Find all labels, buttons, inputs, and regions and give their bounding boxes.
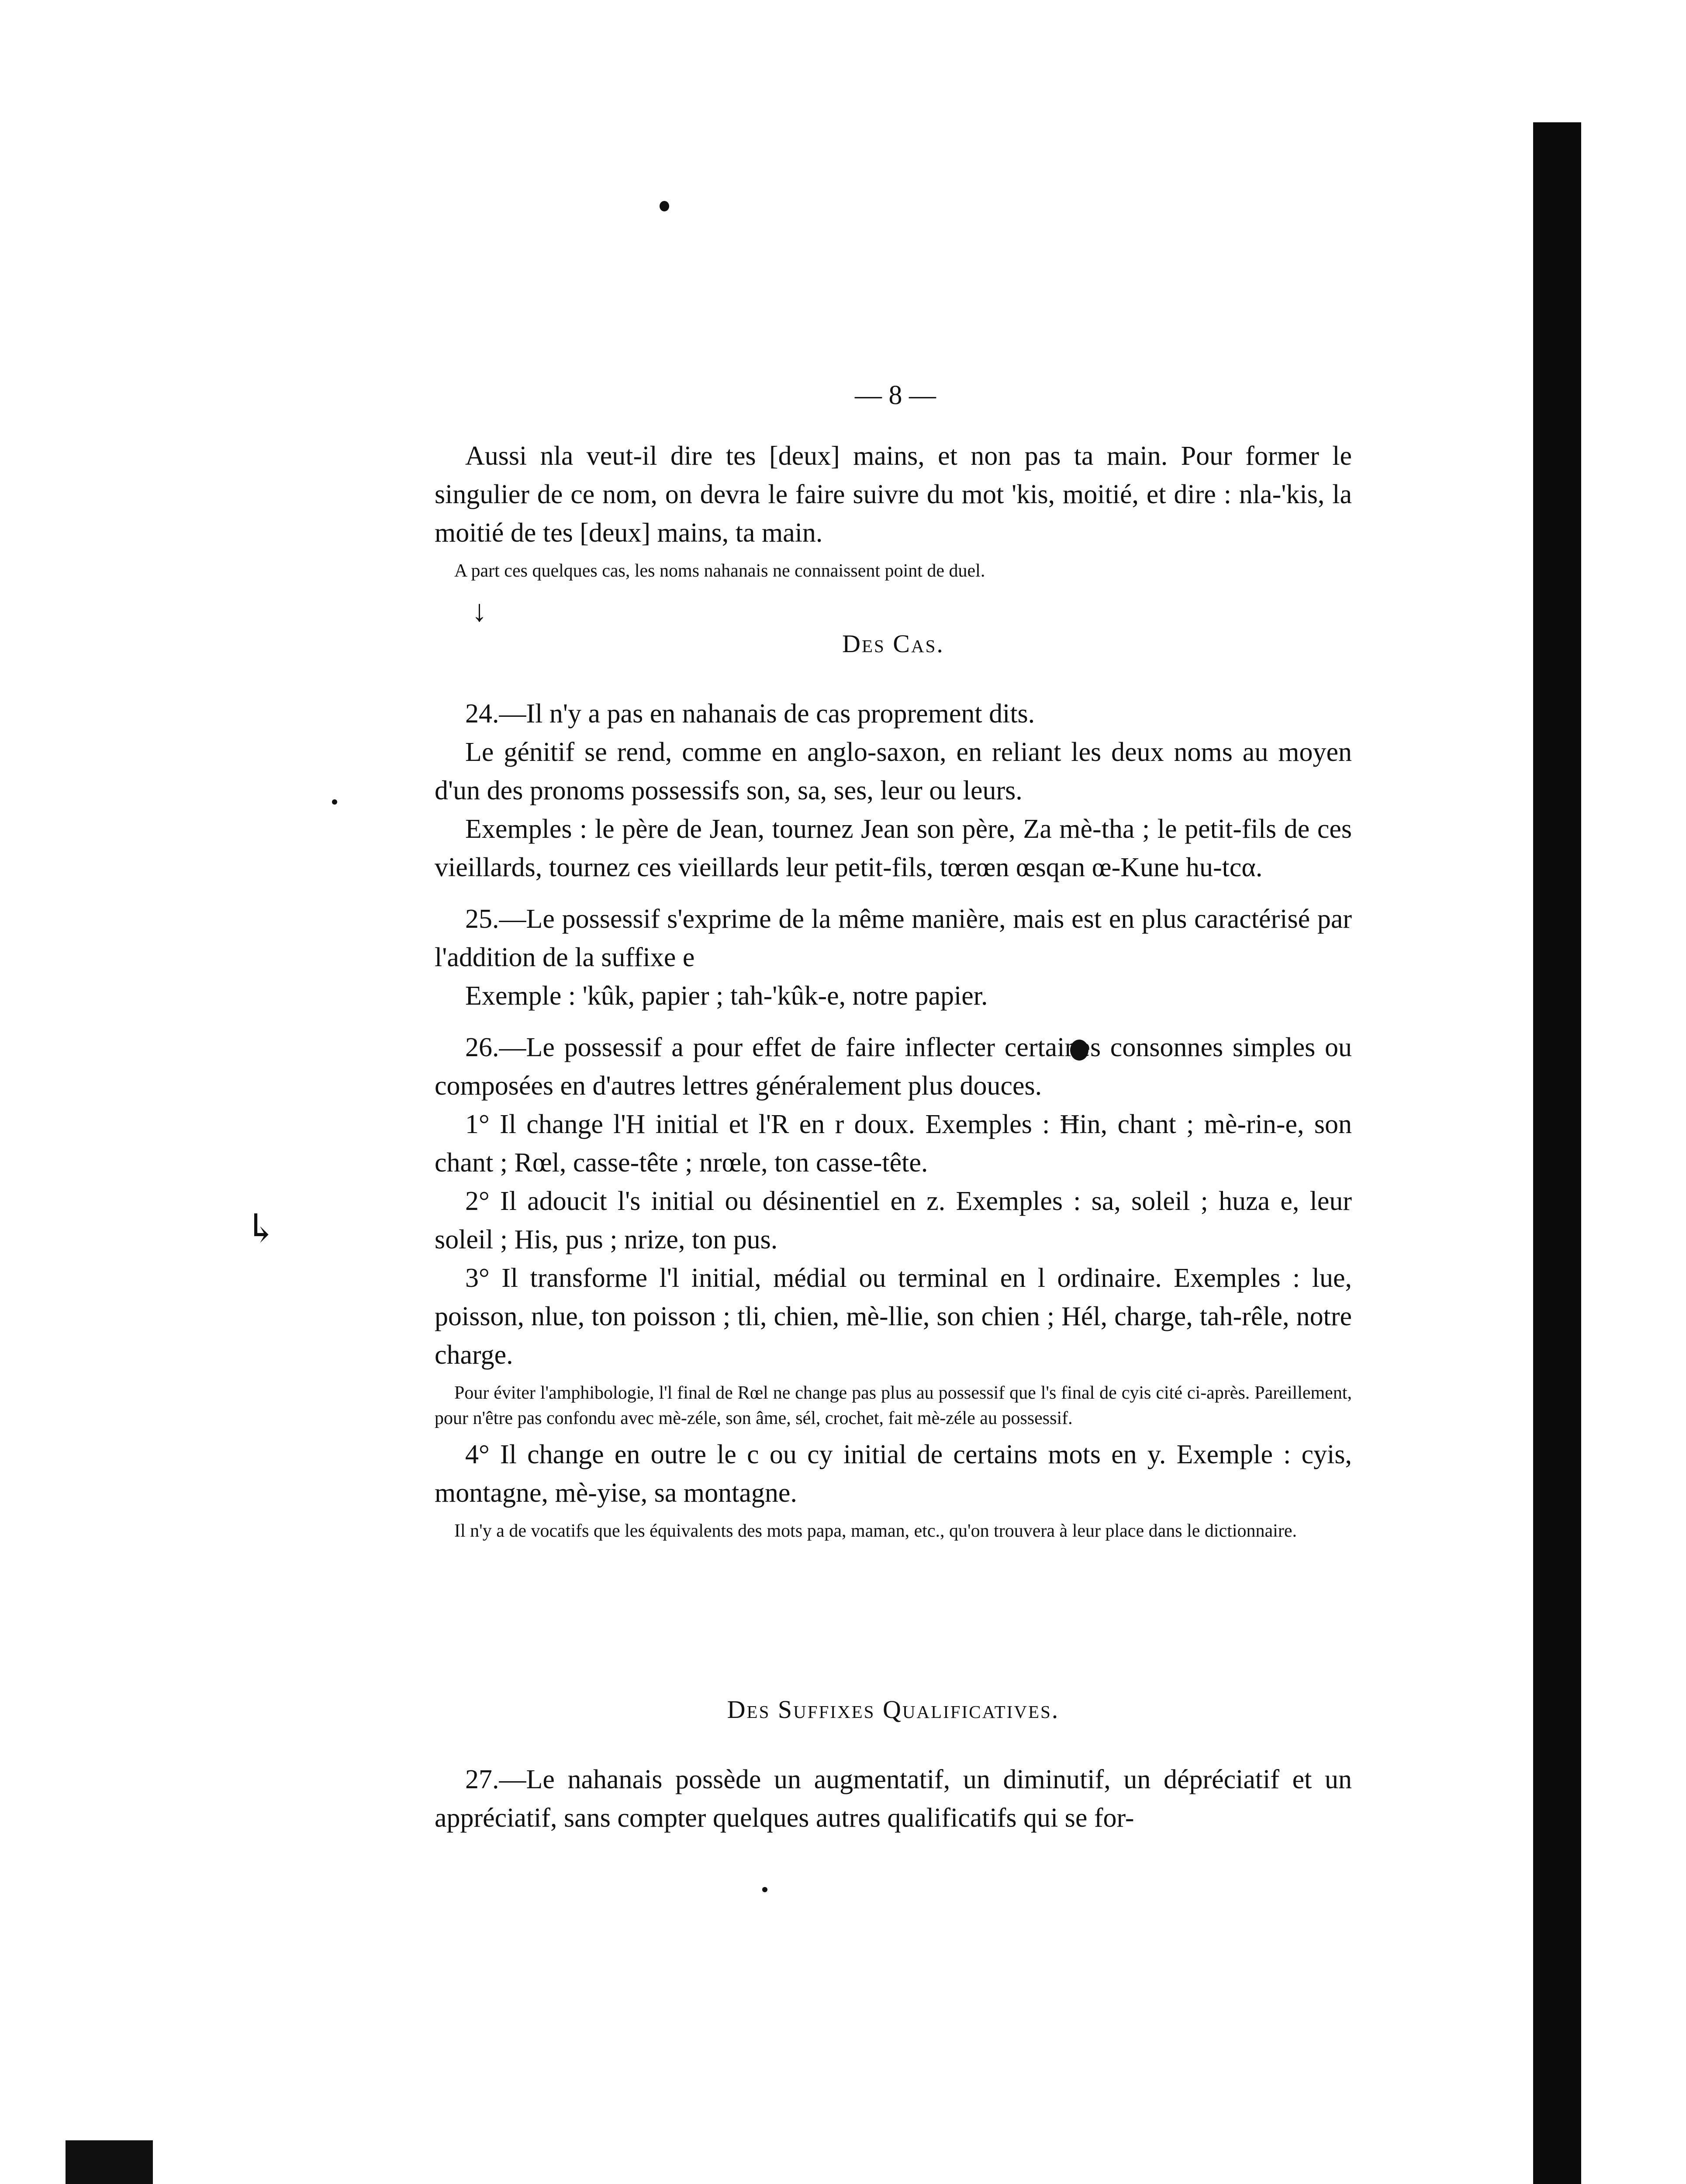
ink-speck — [660, 201, 669, 211]
section-heading-cas: Des Cas. — [842, 629, 944, 658]
page-number: — 8 — — [855, 380, 936, 410]
paragraph-26-rule-2: 2° Il adoucit l's initial ou désinentiel en z. Exemples : sa, soleil ; huza e, leur soleil ; His, pus ; nrize, ton pus. — [435, 1186, 1352, 1254]
paragraphs-24-25 — [435, 695, 1352, 1544]
ink-speck — [762, 1887, 767, 1892]
paragraph-26: 26.—Le possessif a pour effet de faire inflecter certaines consonnes simples ou composées en d'autres lettres généralement plus douces. — [435, 1033, 1352, 1101]
paragraph-26-rule-1: 1° Il change l'H initial et l'R en r doux. Exemples : Ħin, chant ; mè-rin-e, son chant ; Rœl, casse-tête ; nrœle, ton casse-tête. — [435, 1109, 1352, 1178]
section-suffixes — [435, 1695, 1352, 1724]
section-cas — [435, 629, 1352, 658]
margin-arrow-mark: ↓ — [472, 594, 487, 628]
footnote-vocatifs: Il n'y a de vocatifs que les équivalents des mots papa, maman, etc., qu'on trouvera à leur place dans le dictionnaire. — [454, 1521, 1297, 1541]
scan-corner-smudge — [66, 2140, 153, 2184]
paragraph-25-exemple: Exemple : 'kûk, papier ; tah-'kûk-e, notre papier. — [465, 981, 988, 1011]
paragraph-24-exemples: Exemples : le père de Jean, tournez Jean son père, Za mè-tha ; le petit-fils de ces vieillards, tournez ces vieillards leur petit-fils, tœrœn œsqan œ-Kune hu-tcα. — [435, 814, 1352, 882]
paragraph-26-rule-4: 4° Il change en outre le c ou cy initial de certains mots en y. Exemple : cyis, montagne, mè-yise, sa montagne. — [435, 1440, 1352, 1508]
paragraph-intro: Aussi nla veut-il dire tes [deux] mains, et non pas ta main. Pour former le singulier de ce nom, on devra le faire suivre du mot 'kis, moitié, et dire : nla-'kis, la moitié de tes [deux] mains, ta main. — [435, 441, 1352, 548]
paragraph-26-rule-3: 3° Il transforme l'l initial, médial ou terminal en l ordinaire. Exemples : lue, poisson, nlue, ton poisson ; tli, chien, mè-llie, son chien ; Hél, charge, tah-rêle, notre charge. — [435, 1263, 1352, 1370]
margin-pencil-mark: ↳ — [245, 1207, 278, 1251]
paragraph-24: 24.—Il n'y a pas en nahanais de cas proprement dits. — [465, 699, 1035, 729]
ink-speck — [332, 799, 337, 805]
paragraph-27-block — [435, 1760, 1352, 1837]
paragraph-24-genitif: Le génitif se rend, comme en anglo-saxon, en reliant les deux noms au moyen d'un des pronoms possessifs son, sa, ses, leur ou leurs. — [435, 737, 1352, 805]
paragraph-27: 27.—Le nahanais possède un augmentatif, un diminutif, un dépréciatif et un appréciatif, sans compter quelques autres qualificatifs qui se for- — [435, 1765, 1352, 1833]
footnote-amphibologie: Pour éviter l'amphibologie, l'l final de Rœl ne change pas plus au possessif que l's final de cyis cité ci-après. Pareillement, pour n'être pas confondu avec mè-zéle, son âme, sél, crochet, fait mè-zéle au possessif. — [435, 1383, 1352, 1428]
section-heading-suffixes: Des Suffixes Qualificatives. — [727, 1695, 1060, 1724]
main-text — [435, 437, 1352, 584]
book-spine-shadow — [1533, 122, 1581, 2184]
paragraph-25: 25.—Le possessif s'exprime de la même manière, mais est en plus caractérisé par l'addition de la suffixe e — [435, 904, 1352, 972]
footnote-duel: A part ces quelques cas, les noms nahanais ne connaissent point de duel. — [454, 561, 985, 581]
